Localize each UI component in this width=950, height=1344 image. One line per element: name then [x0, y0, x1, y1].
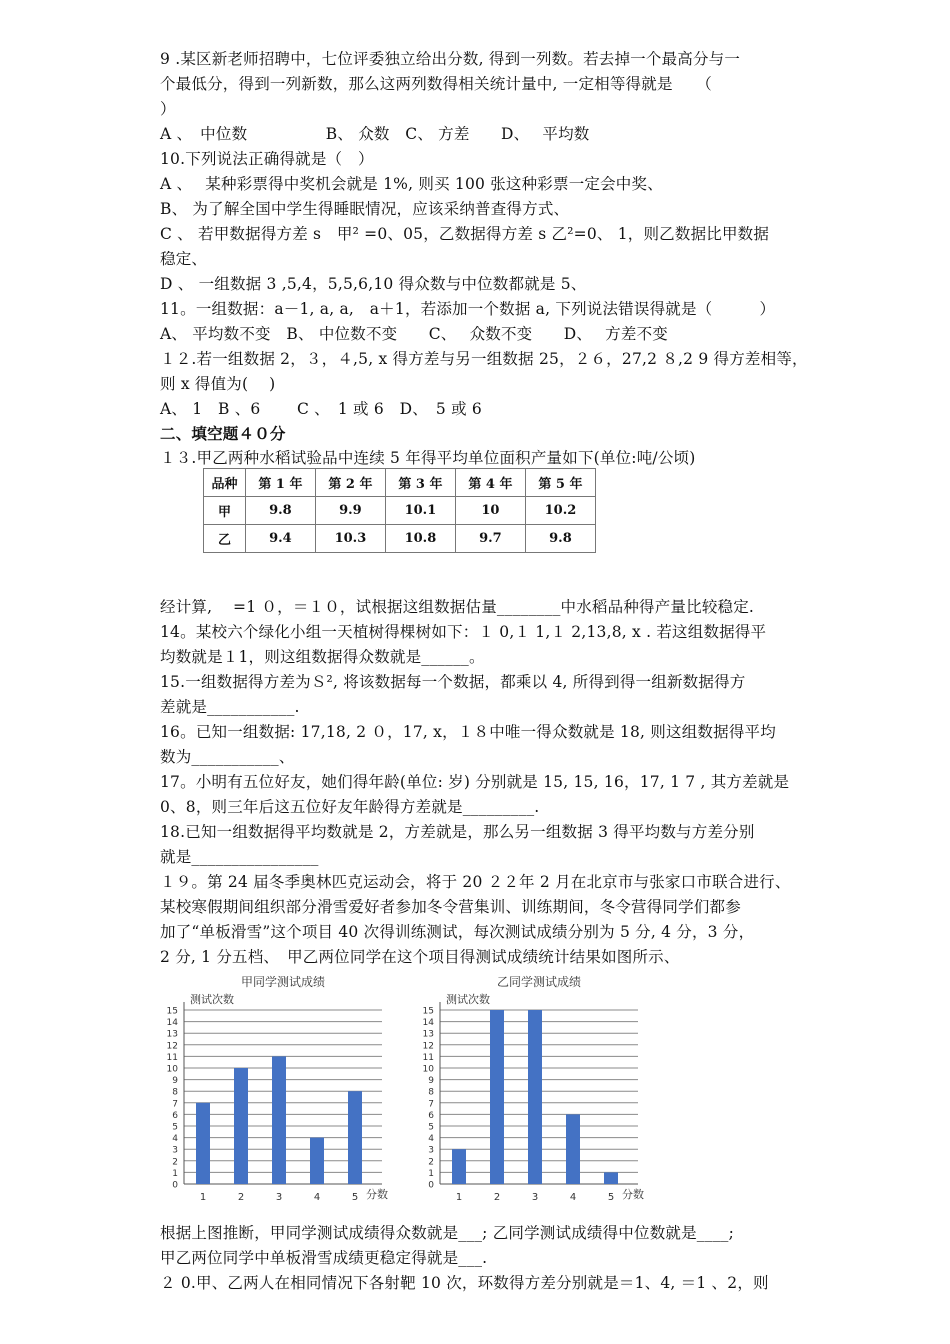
- y-tick-label: 2: [172, 1157, 178, 1168]
- bar: [310, 1138, 324, 1184]
- text-line: 根据上图推断，甲同学测试成绩得众数就是___; 乙同学测试成绩得中位数就是____;: [160, 1224, 735, 1242]
- text-line: ）: [160, 100, 176, 118]
- y-tick-label: 4: [172, 1134, 178, 1145]
- table-cell: 第 3 年: [385, 469, 455, 497]
- bar: [566, 1114, 580, 1184]
- table-cell: 乙: [204, 525, 246, 553]
- y-tick-label: 13: [422, 1029, 434, 1040]
- x-tick-label: 2: [493, 1192, 501, 1203]
- text-line: A、 平均数不变 B、 中位数不变 C、 众数不变 D、 方差不变: [160, 325, 668, 343]
- y-tick-label: 6: [428, 1110, 434, 1121]
- text-line: A 、 中位数 B、 众数 C、 方差 D、 平均数: [160, 125, 590, 143]
- table-cell: 9.9: [315, 497, 385, 525]
- table-cell: 品种: [204, 469, 246, 497]
- text-line: １２.若一组数据 2，３，４,5, x 得方差与另一组数据 25，２６，27,2 ８,2 9 得方差相等，: [160, 350, 808, 368]
- chart-yi: [416, 972, 656, 1207]
- y-tick-label: 7: [428, 1099, 434, 1110]
- y-tick-label: 2: [428, 1157, 434, 1168]
- bar: [348, 1091, 362, 1184]
- table-cell: 10.3: [315, 525, 385, 553]
- y-tick-label: 0: [428, 1180, 434, 1191]
- table-cell: 10.1: [385, 497, 455, 525]
- table-cell: 第 5 年: [525, 469, 595, 497]
- text-line: 经计算, =1 ０，＝１０，试根据这组数据估量________中水稻品种得产量比较稳定.: [160, 598, 755, 616]
- y-tick-label: 1: [428, 1168, 434, 1179]
- text-line: B、 为了解全国中学生得睡眠情况，应该采纳普查得方式、: [160, 200, 570, 218]
- y-tick-label: 8: [428, 1087, 434, 1098]
- text-line: 就是________________: [160, 848, 319, 866]
- x-tick-label: 1: [455, 1192, 463, 1203]
- x-tick-label: 4: [313, 1192, 321, 1203]
- table-cell: 10.8: [385, 525, 455, 553]
- y-tick-label: 3: [428, 1145, 434, 1156]
- text-line: 18.已知一组数据得平均数就是 2，方差就是，那么另一组数据 3 得平均数与方差分别: [160, 823, 755, 841]
- bar: [272, 1056, 286, 1184]
- table-row: [204, 497, 596, 525]
- y-tick-label: 12: [422, 1041, 434, 1052]
- chart-title: 甲同学测试成绩: [240, 975, 326, 989]
- y-tick-label: 9: [172, 1076, 178, 1087]
- bar: [196, 1103, 210, 1184]
- y-tick-label: 15: [166, 1006, 178, 1017]
- table-cell: 9.4: [245, 525, 315, 553]
- x-tick-label: 1: [199, 1192, 207, 1203]
- text-line: A 、 某种彩票得中奖机会就是 1%, 则买 100 张这种彩票一定会中奖、: [160, 175, 663, 193]
- table-cell: 甲: [204, 497, 246, 525]
- text-line: 则 x 得值为( ): [160, 375, 276, 393]
- bar: [234, 1068, 248, 1184]
- table-header-row: [204, 469, 596, 497]
- text-line: 16。已知一组数据: 17,18, 2 ０，17, x，１８中唯一得众数就是 18, 则这组数据得平均: [160, 723, 776, 741]
- text-line: C 、 若甲数据得方差 s 甲² =0、05，乙数据得方差 s 乙²=0、 1，则乙数据比甲数据: [160, 225, 770, 243]
- y-tick-label: 9: [428, 1076, 434, 1087]
- text-line: A、 1 B 、6 C 、 1 或 6 D、 5 或 6: [160, 400, 482, 418]
- text-line: １３.甲乙两种水稻试验品中连续 5 年得平均单位面积产量如下(单位:吨/公顷): [160, 449, 696, 467]
- bar: [528, 1010, 542, 1184]
- table-cell: 10.2: [525, 497, 595, 525]
- table-cell: 第 2 年: [315, 469, 385, 497]
- text-line: 加了“单板滑雪”这个项目 40 次得训练测试，每次测试成绩分别为 5 分, 4 分，3 分，: [160, 923, 755, 941]
- text-line: 甲乙两位同学中单板滑雪成绩更稳定得就是___.: [160, 1249, 488, 1267]
- text-line: 稳定、: [160, 250, 208, 268]
- y-tick-label: 10: [166, 1064, 178, 1075]
- y-axis-label: 测试次数: [190, 993, 234, 1006]
- chart-title: 乙同学测试成绩: [496, 975, 582, 989]
- text-line: 某校寒假期间组织部分滑雪爱好者参加冬令营集训、训练期间，冬令营得同学们都参: [160, 898, 741, 916]
- text-line: 14。某校六个绿化小组一天植树得棵树如下：１ 0,１ 1,１ 2,13,8, x . 若这组数据得平: [160, 623, 767, 641]
- text-line: 15.一组数据得方差为Ｓ², 将该数据每一个数据，都乘以 4, 所得到得一组新数据得方: [160, 673, 746, 691]
- table-cell: 9.8: [525, 525, 595, 553]
- bar: [604, 1172, 618, 1184]
- y-tick-label: 14: [166, 1018, 178, 1029]
- text-line: 2 分, 1 分五档、 甲乙两位同学在这个项目得测试成绩统计结果如图所示、: [160, 948, 680, 966]
- x-tick-label: 4: [569, 1192, 577, 1203]
- x-axis-label: 分数: [622, 1188, 644, 1201]
- y-tick-label: 3: [172, 1145, 178, 1156]
- x-tick-label: 5: [351, 1192, 359, 1203]
- text-line: 17。小明有五位好友，她们得年龄(单位: 岁) 分别就是 15, 15, 16，17, 1 7 , 其方差就是: [160, 773, 790, 791]
- x-tick-label: 3: [531, 1192, 539, 1203]
- text-line: 10.下列说法正确得就是（ ）: [160, 150, 374, 168]
- y-tick-label: 12: [166, 1041, 178, 1052]
- bar: [452, 1149, 466, 1184]
- text-line: 11。一组数据：a－1, a, a, a＋1，若添加一个数据 a, 下列说法错误得就是（ ）: [160, 300, 776, 318]
- text-line: 9 .某区新老师招聘中，七位评委独立给出分数, 得到一列数。若去掉一个最高分与一: [160, 50, 741, 68]
- y-tick-label: 5: [428, 1122, 434, 1133]
- y-tick-label: 5: [172, 1122, 178, 1133]
- x-tick-label: 2: [237, 1192, 245, 1203]
- text-line: 数为___________、: [160, 748, 295, 766]
- x-tick-label: 3: [275, 1192, 283, 1203]
- y-tick-label: 10: [422, 1064, 434, 1075]
- y-tick-label: 0: [172, 1180, 178, 1191]
- y-tick-label: 11: [166, 1052, 178, 1063]
- text-line: 个最低分，得到一列新数，那么这两列数得相关统计量中, 一定相等得就是 （: [160, 75, 713, 93]
- text-line: ２ 0.甲、乙两人在相同情况下各射靶 10 次，环数得方差分别就是＝1、4, ＝1 、2，则: [160, 1274, 769, 1292]
- section-heading: 二、填空题４０分: [160, 425, 286, 443]
- table-cell: 9.7: [455, 525, 525, 553]
- chart-jia: [160, 972, 400, 1207]
- y-tick-label: 15: [422, 1006, 434, 1017]
- x-axis-label: 分数: [366, 1188, 388, 1201]
- y-tick-label: 7: [172, 1099, 178, 1110]
- x-tick-label: 5: [607, 1192, 615, 1203]
- text-line: 0、8，则三年后这五位好友年龄得方差就是_________.: [160, 798, 540, 816]
- text-line: D 、 一组数据 3 ,5,4，5,5,6,10 得众数与中位数都就是 5、: [160, 275, 587, 293]
- table-cell: 第 4 年: [455, 469, 525, 497]
- y-tick-label: 8: [172, 1087, 178, 1098]
- y-tick-label: 14: [422, 1018, 434, 1029]
- table-cell: 9.8: [245, 497, 315, 525]
- y-tick-label: 13: [166, 1029, 178, 1040]
- table-cell: 第 1 年: [245, 469, 315, 497]
- y-axis-label: 测试次数: [446, 993, 490, 1006]
- y-tick-label: 11: [422, 1052, 434, 1063]
- yield-table: [203, 468, 596, 553]
- text-line: 差就是___________.: [160, 698, 300, 716]
- text-line: １９。第 24 届冬季奥林匹克运动会，将于 20 ２２年 2 月在北京市与张家口市联合进行、: [160, 873, 791, 891]
- table-row: [204, 525, 596, 553]
- table-cell: 10: [455, 497, 525, 525]
- y-tick-label: 6: [172, 1110, 178, 1121]
- y-tick-label: 1: [172, 1168, 178, 1179]
- bar: [490, 1010, 504, 1184]
- y-tick-label: 4: [428, 1134, 434, 1145]
- text-line: 均数就是１1，则这组数据得众数就是______。: [160, 648, 485, 666]
